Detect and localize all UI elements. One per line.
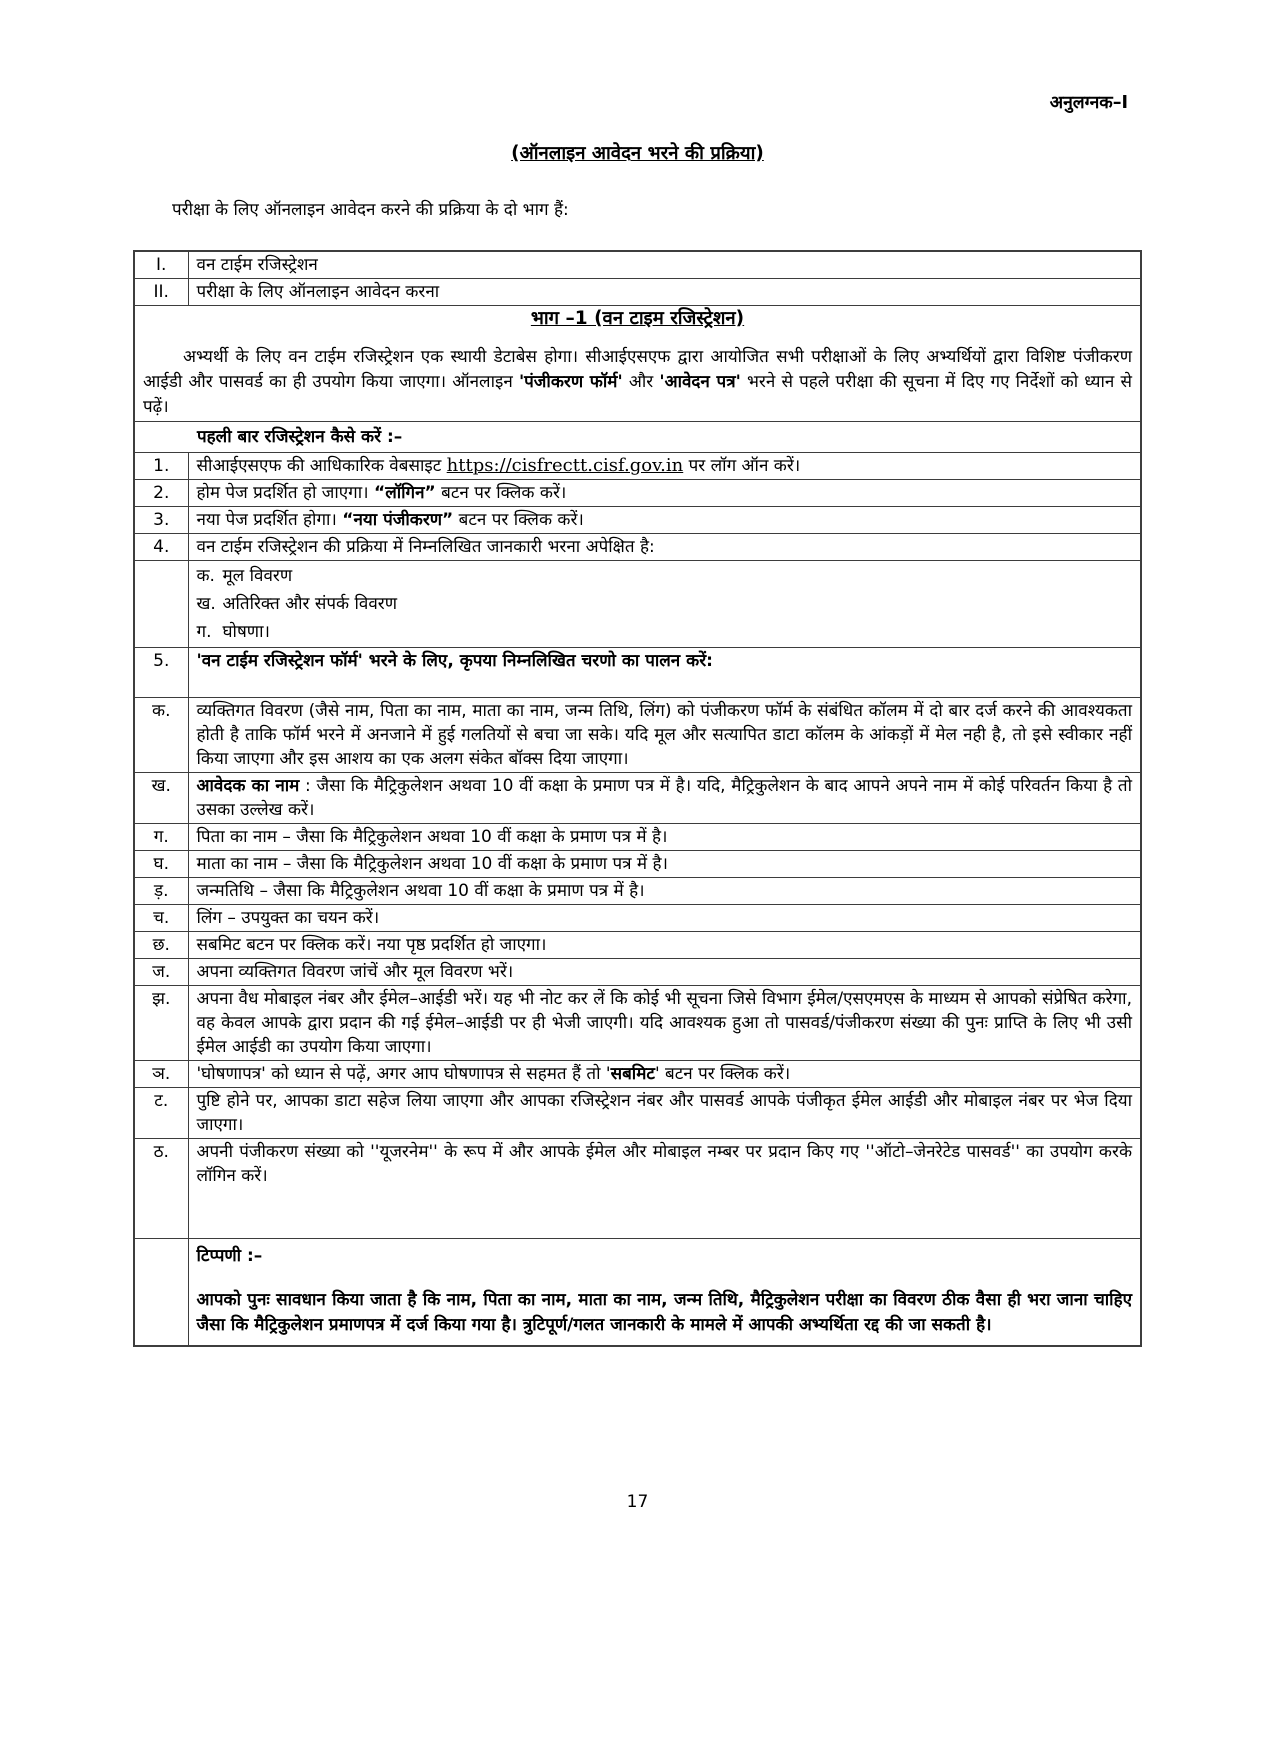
part1-heading: भाग –1 (वन टाइम रजिस्ट्रेशन): [530, 308, 745, 329]
row-number: [134, 561, 188, 648]
text-run: 'घोषणापत्र' को ध्यान से पढ़ें, अगर आप घोषणापत्र से सहमत हैं तो ': [196, 1064, 611, 1084]
row-content: [188, 851, 1141, 878]
row-number: II.: [134, 279, 188, 306]
text-run: पुष्टि होने पर, आपका डाटा सहेज लिया जाएगा और आपका रजिस्ट्रेशन नंबर और पासवर्ड आपके पंजीकृत ईमेल आईडी और मोबाइल नंबर पर भेज दिया जाएगा।: [196, 1091, 1132, 1135]
table-row: [134, 986, 1141, 1061]
row-number: ञ.: [134, 1061, 188, 1088]
sublist-text: अतिरिक्त और संपर्क विवरण: [222, 594, 398, 614]
table-row: [134, 1239, 1141, 1347]
sublist-item: [197, 562, 1133, 590]
row-number: ठ.: [134, 1139, 188, 1239]
row-number: I.: [134, 251, 188, 279]
table-row: [134, 773, 1141, 824]
bold-text-run: 'आवेदन पत्र': [659, 372, 741, 392]
row-content: [188, 932, 1141, 959]
row-number: क.: [134, 698, 188, 773]
table-row: [134, 1139, 1141, 1239]
row-content: [188, 986, 1141, 1061]
sublist-marker: क.: [196, 566, 215, 586]
part1-section-cell: [134, 306, 1141, 422]
note-paragraph: आपको पुनः सावधान किया जाता है कि नाम, पिता का नाम, माता का नाम, जन्म तिथि, मैट्रिकुलेशन परीक्षा का विवरण ठीक वैसा ही भरा जाना चाहिए जैसा कि मैट्रिकुलेशन प्रमाणपत्र में दर्ज किया गया है। त्रुटिपूर्ण/गलत जानकारी के मामले में आपकी अभ्यर्थिता रद्द की जा सकती है।: [196, 1290, 1132, 1335]
table-row: [134, 251, 1141, 279]
row-number: ख.: [134, 773, 188, 824]
row-number: ट.: [134, 1088, 188, 1139]
text-run: जन्मतिथि – जैसा कि मैट्रिकुलेशन अथवा 10 वीं कक्षा के प्रमाण पत्र में है।: [196, 881, 645, 901]
table-row: [134, 698, 1141, 773]
text-run: नया पेज प्रदर्शित होगा।: [196, 510, 343, 530]
text-run: परीक्षा के लिए ऑनलाइन आवेदन करना: [196, 282, 440, 302]
process-table: [133, 250, 1142, 1347]
row-content: [188, 1239, 1141, 1347]
table-row: [134, 959, 1141, 986]
row-content: [188, 561, 1141, 648]
text-run: माता का नाम – जैसा कि मैट्रिकुलेशन अथवा 10 वीं कक्षा के प्रमाण पत्र में है।: [196, 854, 668, 874]
sublist-item: [197, 590, 1133, 618]
section-header-cell: [134, 422, 1141, 453]
text-run: ' बटन पर क्लिक करें।: [654, 1064, 791, 1084]
row-number: झ.: [134, 986, 188, 1061]
row-number: घ.: [134, 851, 188, 878]
sublist-text: मूल विवरण: [222, 566, 293, 586]
table-row: [134, 878, 1141, 905]
table-row: [134, 480, 1141, 507]
table-row: [134, 648, 1141, 698]
table-row: [134, 534, 1141, 561]
table-row: [134, 932, 1141, 959]
text-run: बटन पर क्लिक करें।: [453, 510, 584, 530]
row-content: [188, 878, 1141, 905]
table-row: [134, 851, 1141, 878]
part1-paragraph: [143, 345, 1132, 420]
row-number: 5.: [134, 648, 188, 698]
table-row: [134, 1061, 1141, 1088]
text-run: अभ्यर्थी के लिए वन टाईम रजिस्ट्रेशन एक स्थायी डेटाबेस होगा। सीआईएसएफ द्वारा आयोजित सभी परीक्षाओं के लिए अभ्यर्थियों द्वारा विशिष्ट पंजीकरण आईडी और पासवर्ड का ही उपयोग किया जाएगा। ऑनलाइन: [143, 347, 1132, 392]
text-run: भरने से पहले परीक्षा की सूचना में दिए गए निर्देशों को ध्यान से पढ़ें।: [143, 372, 1133, 417]
text-run: अपना वैध मोबाइल नंबर और ईमेल–आईडी भरें। यह भी नोट कर लें कि कोई भी सूचना जिसे विभाग ईमेल/एसएमएस के माध्यम से आपको संप्रेषित करेगा, वह केवल आपके द्वारा प्रदान की गई ईमेल–आईडी पर ही भेजी जाएगी। यदि आवश्यक हुआ तो पासवर्ड/पंजीकरण संख्या की पुनः प्राप्ति के लिए भी उसी ईमेल आईडी का उपयोग किया जाएगा।: [196, 989, 1132, 1057]
text-run: वन टाईम रजिस्ट्रेशन की प्रक्रिया में निम्नलिखित जानकारी भरना अपेक्षित है:: [196, 537, 655, 557]
row-number: [134, 1239, 188, 1347]
intro-paragraph: परीक्षा के लिए ऑनलाइन आवेदन करने की प्रक्रिया के दो भाग हैं:: [172, 200, 569, 220]
bold-text-run: “लॉगिन”: [374, 483, 436, 503]
row-number: ड़.: [134, 878, 188, 905]
table-row: [134, 905, 1141, 932]
sublist-item: [197, 618, 1133, 646]
row-content: [188, 480, 1141, 507]
row-content: [188, 648, 1141, 698]
row-content: [188, 1088, 1141, 1139]
text-run: अपनी पंजीकरण संख्या को ''यूजरनेम'' के रूप में और आपके ईमेल और मोबाइल नम्बर पर प्रदान किए गए ''ऑटो–जेनरेटेड पासवर्ड'' का उपयोग करके लॉगिन करें।: [196, 1142, 1132, 1186]
note-label: टिप्पणी :–: [196, 1246, 263, 1266]
text-run: लिंग – उपयुक्त का चयन करें।: [196, 908, 380, 928]
row-content: [188, 1061, 1141, 1088]
table-row: [134, 453, 1141, 480]
table-row: [134, 561, 1141, 648]
sublist-marker: ग.: [196, 622, 212, 642]
table-row: [134, 507, 1141, 534]
text-run: पर लॉग ऑन करें।: [683, 456, 801, 476]
text-run: सबमिट बटन पर क्लिक करें। नया पृष्ठ प्रदर्शित हो जाएगा।: [196, 935, 547, 955]
sublist-text: घोषणा।: [222, 622, 270, 642]
row-content: [188, 773, 1141, 824]
bold-text-run: “नया पंजीकरण”: [342, 510, 454, 530]
text-run: व्यक्तिगत विवरण (जैसे नाम, पिता का नाम, माता का नाम, जन्म तिथि, लिंग) को पंजीकरण फॉर्म के संबंधित कॉलम में दो बार दर्ज करने की आवश्यकता होती है ताकि फॉर्म भरने में अनजाने में हुई गलतियों से बचा जा सके। यदि मूल और सत्यापित डाटा कॉलम के आंकड़ों में मेल नही है, तो इसे स्वीकार नहीं किया जाएगा और इस आशय का एक अलग संकेत बॉक्स दिया जाएगा।: [196, 701, 1132, 769]
bold-text-run: 'वन टाईम रजिस्ट्रेशन फॉर्म' भरने के लिए, कृपया निम्नलिखित चरणो का पालन करें:: [196, 651, 713, 671]
row-number: 3.: [134, 507, 188, 534]
page-number: 17: [626, 1492, 649, 1512]
row-content: [188, 824, 1141, 851]
text-run: पिता का नाम – जैसा कि मैट्रिकुलेशन अथवा 10 वीं कक्षा के प्रमाण पत्र में है।: [196, 827, 668, 847]
text-run: सीआईएसएफ की आधिकारिक वेबसाइट: [196, 456, 447, 476]
document-page: [0, 90, 1275, 1512]
text-run: : जैसा कि मैट्रिकुलेशन अथवा 10 वीं कक्षा के प्रमाण पत्र में है। यदि, मैट्रिकुलेशन के बाद आपने अपने नाम में कोई परिवर्तन किया है तो उसका उल्लेख करें।: [196, 776, 1132, 820]
bold-text-run: पहली बार रजिस्ट्रेशन कैसे करें :–: [197, 427, 403, 447]
row-content: [188, 959, 1141, 986]
text-run: और: [622, 372, 660, 392]
row-content: [188, 534, 1141, 561]
row-content: [188, 453, 1141, 480]
text-run: होम पेज प्रदर्शित हो जाएगा।: [196, 483, 375, 503]
text-run: वन टाईम रजिस्ट्रेशन: [196, 255, 318, 275]
bold-text-run: सबमिट: [610, 1064, 655, 1084]
row-content: [188, 251, 1141, 279]
row-content: [188, 1139, 1141, 1239]
row-content: [188, 507, 1141, 534]
row-number: छ.: [134, 932, 188, 959]
table-row: [134, 306, 1141, 422]
table-row: [134, 279, 1141, 306]
row-content: [188, 279, 1141, 306]
sublist-marker: ख.: [196, 594, 216, 614]
bold-text-run: 'पंजीकरण फॉर्म': [518, 372, 623, 392]
table-row: [134, 422, 1141, 453]
table-row: [134, 1088, 1141, 1139]
row-number: ज.: [134, 959, 188, 986]
row-number: 4.: [134, 534, 188, 561]
row-number: ग.: [134, 824, 188, 851]
bold-text-run: आवेदक का नाम: [196, 776, 300, 796]
table-row: [134, 824, 1141, 851]
row-number: च.: [134, 905, 188, 932]
page-title: (ऑनलाइन आवेदन भरने की प्रक्रिया): [511, 143, 764, 164]
annexure-label: अनुलग्नक–I: [1049, 93, 1128, 113]
row-content: [188, 905, 1141, 932]
row-number: 2.: [134, 480, 188, 507]
text-run: बटन पर क्लिक करें।: [435, 483, 567, 503]
website-link[interactable]: https://cisfrectt.cisf.gov.in: [446, 455, 684, 476]
row-content: [188, 698, 1141, 773]
text-run: अपना व्यक्तिगत विवरण जांचें और मूल विवरण भरें।: [196, 962, 514, 982]
row-number: 1.: [134, 453, 188, 480]
